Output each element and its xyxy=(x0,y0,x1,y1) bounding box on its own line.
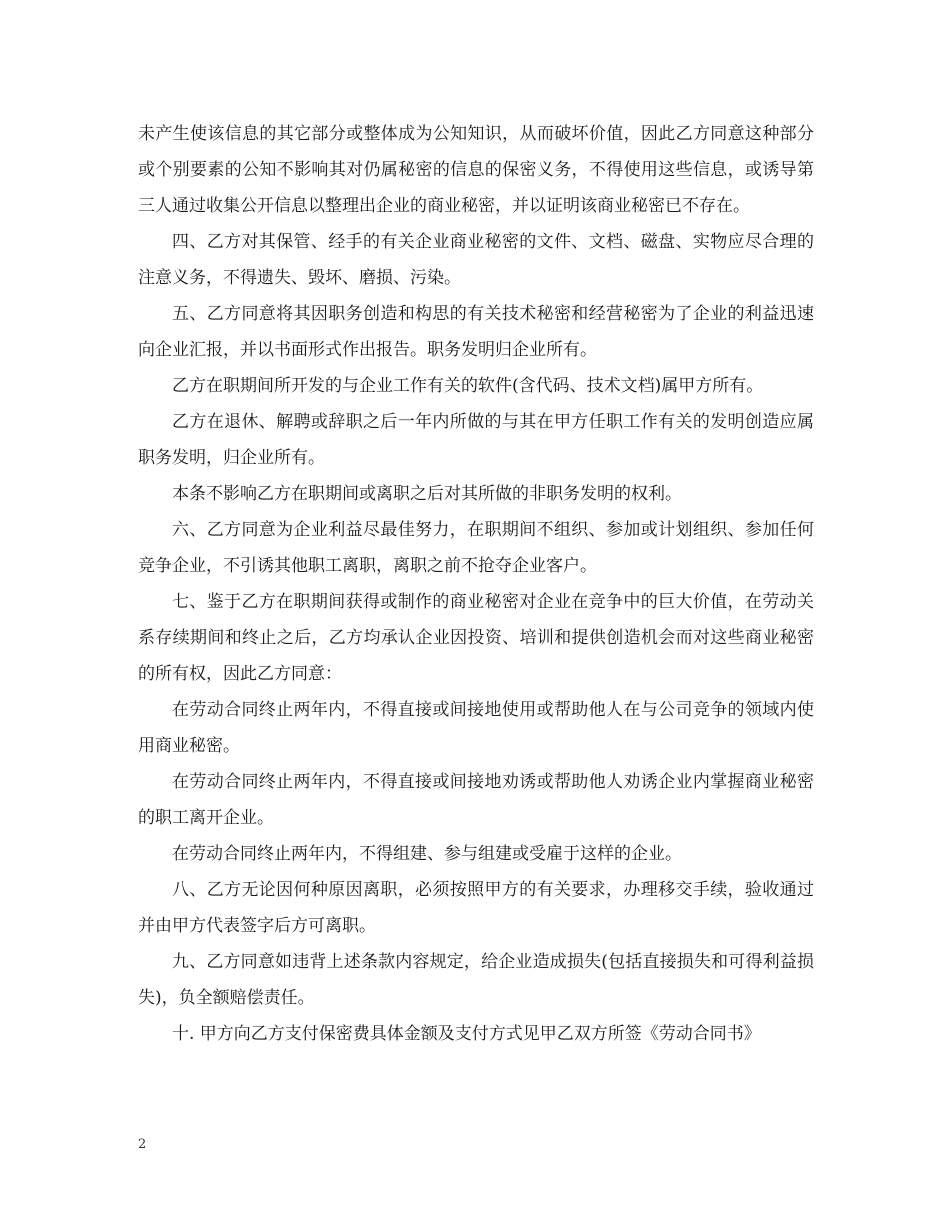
document-body xyxy=(138,116,814,1052)
paragraph-clause-4: 四、乙方对其保管、经手的有关企业商业秘密的文件、文档、磁盘、实物应尽合理的注意义务，不得遗失、毁坏、磨损、污染。 xyxy=(138,232,814,288)
paragraph-software-ownership: 乙方在职期间所开发的与企业工作有关的软件(含代码、技术文档)属甲方所有。 xyxy=(172,376,764,396)
paragraph-post-employment-inventions: 乙方在退休、解聘或辞职之后一年内所做的与其在甲方任职工作有关的发明创造应属职务发明，归企业所有。 xyxy=(138,412,814,468)
paragraph-restriction-solicit: 在劳动合同终止两年内，不得直接或间接地劝诱或帮助他人劝诱企业内掌握商业秘密的职工离开企业。 xyxy=(138,772,814,828)
paragraph-clause-6: 六、乙方同意为企业利益尽最佳努力，在职期间不组织、参加或计划组织、参加任何竞争企业，不引诱其他职工离职，离职之前不抢夺企业客户。 xyxy=(138,520,814,576)
paragraph-clause-7: 七、鉴于乙方在职期间获得或制作的商业秘密对企业在竞争中的巨大价值，在劳动关系存续期间和终止之后，乙方均承认企业因投资、培训和提供创造机会而对这些商业秘密的所有权，因此乙方同意： xyxy=(138,592,814,684)
paragraph-clause-10: 十. 甲方向乙方支付保密费具体金额及支付方式见甲乙双方所签《劳动合同书》 xyxy=(172,1024,761,1044)
paragraph-clause-5: 五、乙方同意将其因职务创造和构思的有关技术秘密和经营秘密为了企业的利益迅速向企业汇报，并以书面形式作出报告。职务发明归企业所有。 xyxy=(138,304,814,360)
paragraph-restriction-compete: 在劳动合同终止两年内，不得组建、参与组建或受雇于这样的企业。 xyxy=(172,844,682,864)
paragraph-clause-8: 八、乙方无论因何种原因离职，必须按照甲方的有关要求，办理移交手续，验收通过并由甲方代表签字后方可离职。 xyxy=(138,880,814,936)
paragraph-continuation: 未产生使该信息的其它部分或整体成为公知知识，从而破坏价值，因此乙方同意这种部分或个别要素的公知不影响其对仍属秘密的信息的保密义务，不得使用这些信息，或诱导第三人通过收集公开信息以整理出企业的商业秘密，并以证明该商业秘密已不存在。 xyxy=(138,124,814,216)
paragraph-restriction-use: 在劳动合同终止两年内，不得直接或间接地使用或帮助他人在与公司竞争的领域内使用商业秘密。 xyxy=(138,700,814,756)
paragraph-non-service-inventions: 本条不影响乙方在职期间或离职之后对其所做的非职务发明的权利。 xyxy=(172,484,682,504)
page-number: 2 xyxy=(138,1137,147,1152)
paragraph-clause-9: 九、乙方同意如违背上述条款内容规定，给企业造成损失(包括直接损失和可得利益损失)，负全额赔偿责任。 xyxy=(138,952,814,1008)
